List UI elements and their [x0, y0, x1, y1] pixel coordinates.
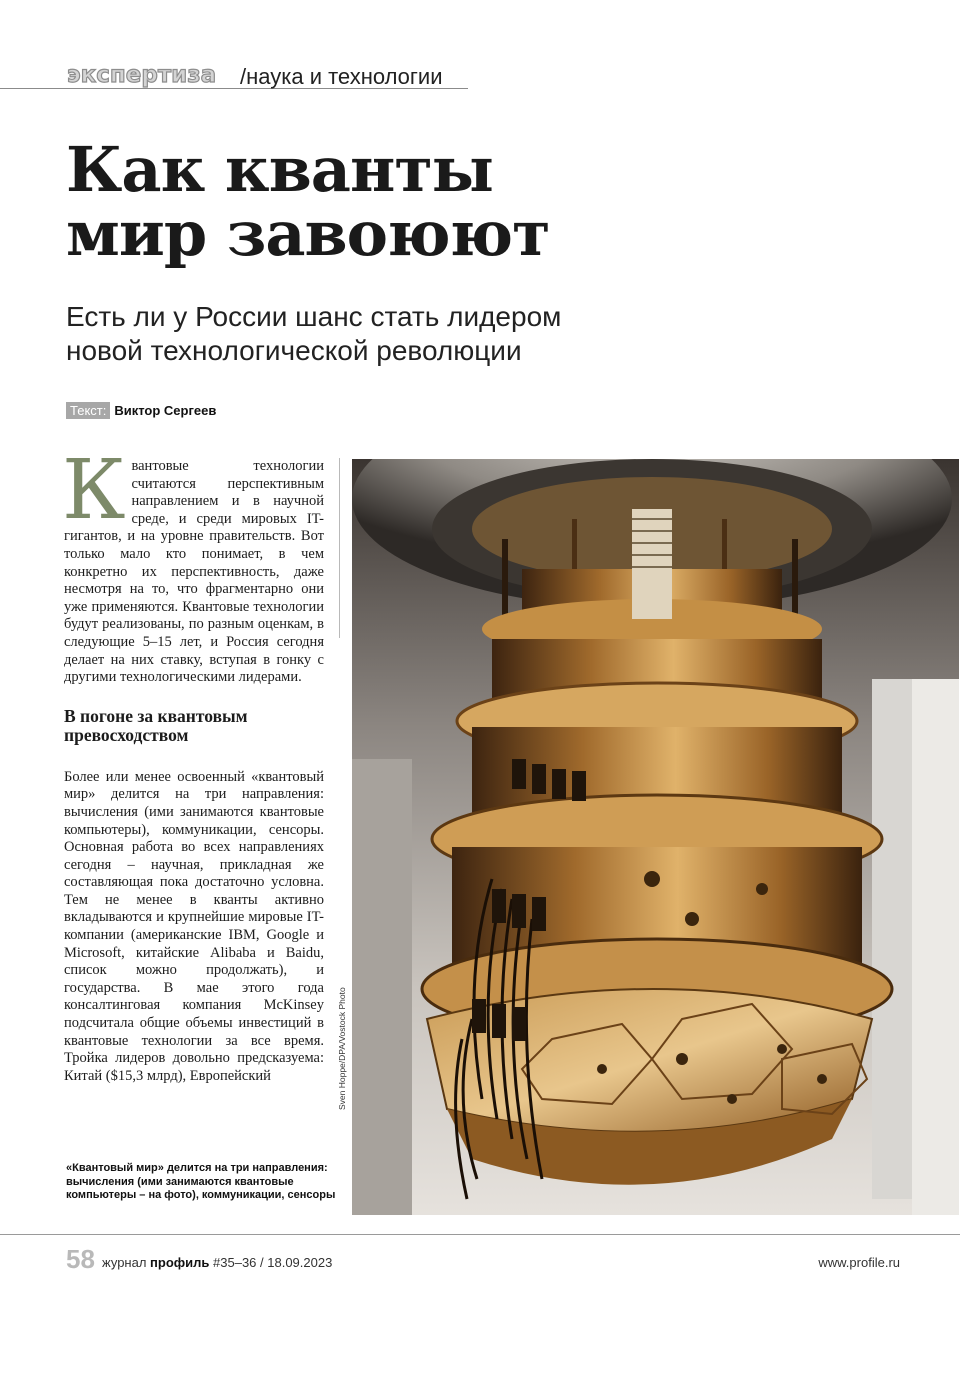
headline-line-2: мир завоюют	[66, 197, 550, 270]
body-paragraph: Более или менее освоенный «квантовый мир» делится на три направления: вычисления (ими занимаются квантовые компьютеры), коммуникации, сенсоры. Основная работа во всех направлениях сегодня – научная, прикладная же составляющая пока достаточно условна. Тем не менее в кванты активно вкладываются и крупнейшие мировые IT-компании (американские IBM, Google и Microsoft, китайские Alibaba и Baidu, список можно продолжать), и государства. В мае этого года консалтинговая компания McKinsey подсчитала общие объемы инвестиций в квантовые технологии за все время. Тройка лидеров довольно предсказуема: Китай ($15,3 млрд), Европейский	[64, 768, 324, 1084]
article-subtitle: В погоне за квантовым превосходством	[64, 705, 248, 745]
magazine-info	[102, 1255, 332, 1270]
column-divider	[339, 458, 340, 638]
cryostat-illustration	[352, 459, 959, 1215]
magazine-prefix: журнал	[102, 1255, 147, 1270]
article-column	[62, 443, 324, 1085]
lead-paragraph	[62, 443, 324, 687]
subheadline-line-2: новой технологической революции	[66, 335, 522, 366]
section-header	[0, 58, 468, 89]
photo-credit-text: Sven Hoppe/DPA/Vostock Photo	[337, 987, 347, 1110]
byline-label: Текст:	[66, 402, 110, 419]
issue-info: #35–36 / 18.09.2023	[213, 1255, 333, 1270]
photo-credit	[337, 970, 351, 1110]
dropcap: К	[62, 443, 126, 538]
headline-line-1: Как кванты	[66, 133, 493, 206]
quantum-computer-photo	[352, 459, 959, 1215]
photo-caption: «Квантовый мир» делится на три направления: вычисления (ими занимаются квантовые компьютеры – на фото), коммуникации, сенсоры	[66, 1162, 336, 1201]
section-category: /наука и технологии	[240, 64, 443, 89]
headline	[66, 133, 666, 270]
page-number: 58	[66, 1244, 95, 1274]
footer-divider	[0, 1234, 960, 1235]
subheadline	[66, 300, 686, 368]
byline-author: Виктор Сергеев	[114, 403, 217, 418]
byline	[66, 403, 216, 418]
lead-text: вантовые технологии считаются перспективным направлением и в научной среде, и среди мировых IT-гигантов, и на уровне правительств. Вот только мало кто понимает, в чем конкретно их перспективность, даже несмотря на то, что фрагментарно они уже применяются. Квантовые технологии будут реализованы, по разным оценкам, в следующие 5–15 лет, и Россия сегодня делает на них ставку, вступая в гонку с другими технологическими лидерами.	[64, 458, 324, 686]
magazine-brand: профиль	[150, 1255, 210, 1270]
subheadline-line-1: Есть ли у России шанс стать лидером	[66, 301, 562, 332]
page-footer	[66, 1244, 900, 1274]
website-link[interactable]: www.profile.ru	[818, 1255, 900, 1270]
section-rubric: экспертиза	[67, 62, 217, 88]
